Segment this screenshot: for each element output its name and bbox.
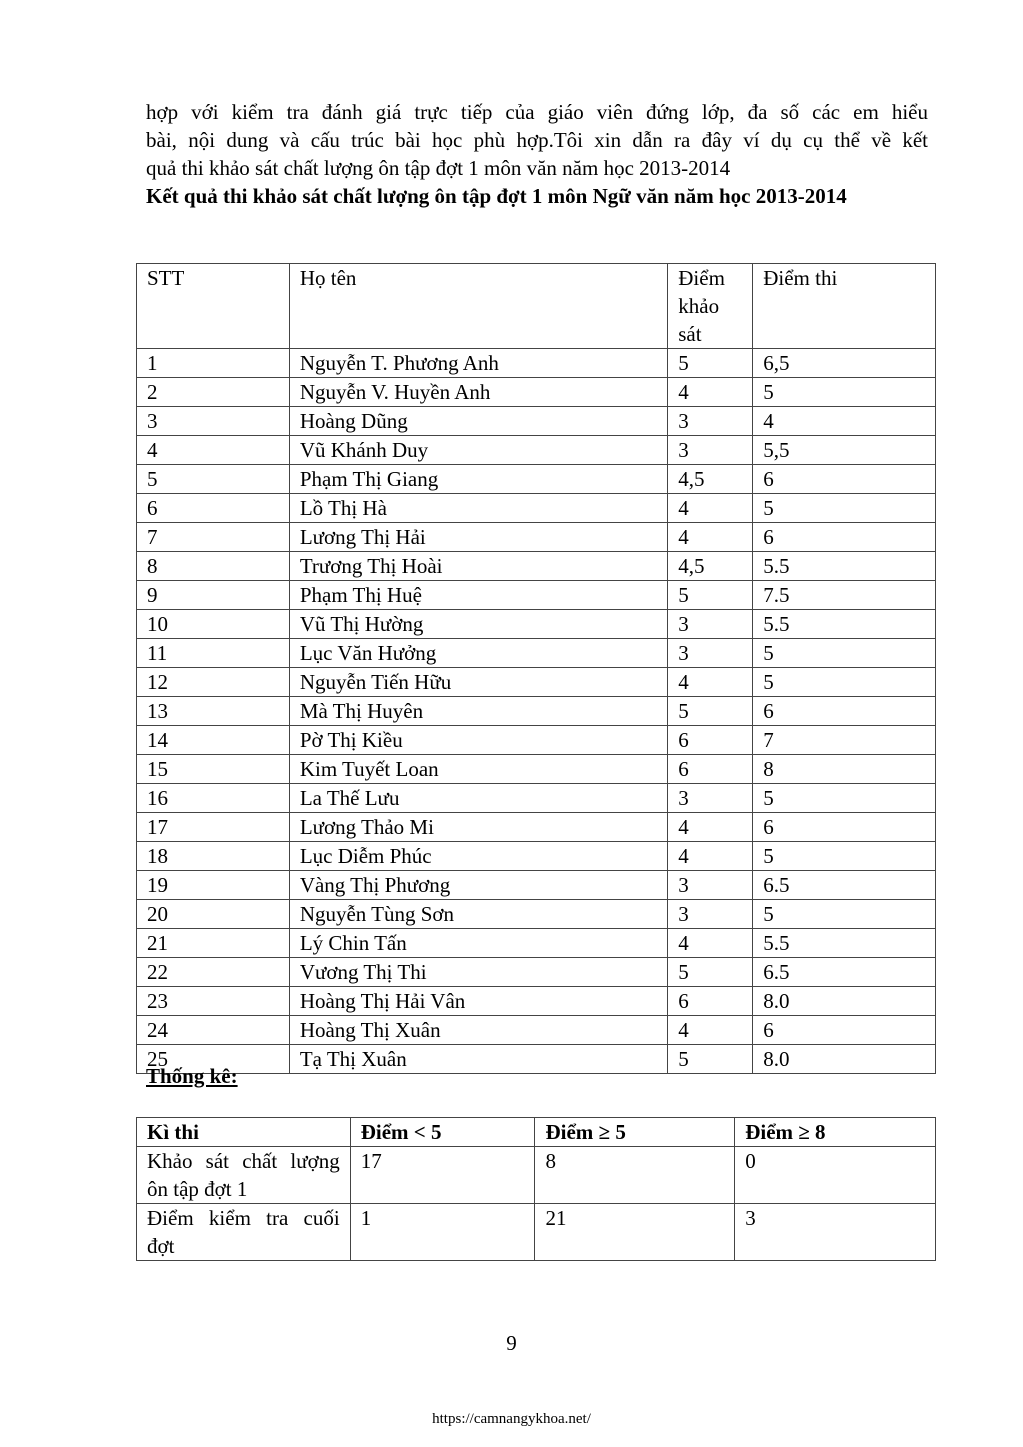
stats-row	[137, 1204, 936, 1261]
table-cell: 4	[668, 523, 753, 552]
table-cell: 6	[753, 523, 936, 552]
table-cell: Pờ Thị Kiều	[289, 726, 667, 755]
table-cell: 5	[668, 581, 753, 610]
table-cell: 15	[137, 755, 290, 784]
table-cell: 4	[668, 668, 753, 697]
page-number: 9	[506, 1331, 517, 1355]
table-cell: 8.0	[753, 987, 936, 1016]
table-cell: 3	[668, 871, 753, 900]
table-cell: 7	[753, 726, 936, 755]
stats-header-cell: Điểm < 5	[350, 1118, 535, 1147]
stats-header-cell: Kì thi	[137, 1118, 351, 1147]
table-row	[137, 726, 936, 755]
table-row	[137, 871, 936, 900]
table-cell: 4	[668, 842, 753, 871]
table-cell: 5	[753, 378, 936, 407]
scores-header-cell: Điểm khảo sát	[668, 264, 753, 349]
table-cell: 5	[753, 639, 936, 668]
table-cell: Trương Thị Hoài	[289, 552, 667, 581]
table-cell: Lương Thị Hải	[289, 523, 667, 552]
table-cell: 18	[137, 842, 290, 871]
table-row	[137, 378, 936, 407]
stats-label-line: Điểm kiểm tra cuối	[147, 1206, 340, 1230]
table-cell: 11	[137, 639, 290, 668]
table-row	[137, 349, 936, 378]
table-cell: Kim Tuyết Loan	[289, 755, 667, 784]
table-row	[137, 958, 936, 987]
stats-label-line: đợt	[147, 1234, 175, 1258]
intro-paragraph	[146, 98, 928, 182]
table-cell: 3	[668, 900, 753, 929]
table-cell: 6	[668, 755, 753, 784]
scores-header-cell: Họ tên	[289, 264, 667, 349]
table-row	[137, 900, 936, 929]
table-cell: 4	[668, 494, 753, 523]
table-cell: 6	[753, 465, 936, 494]
table-cell: 22	[137, 958, 290, 987]
table-cell: Nguyễn Tiến Hữu	[289, 668, 667, 697]
table-cell: Vũ Khánh Duy	[289, 436, 667, 465]
table-cell: 4,5	[668, 552, 753, 581]
table-cell: 23	[137, 987, 290, 1016]
table-cell: 4	[668, 813, 753, 842]
stats-label-cell	[137, 1204, 351, 1261]
table-cell: 5	[753, 494, 936, 523]
table-cell: Nguyễn V. Huyền Anh	[289, 378, 667, 407]
table-row	[137, 842, 936, 871]
table-cell: Nguyễn T. Phương Anh	[289, 349, 667, 378]
stats-value-cell: 1	[350, 1204, 535, 1261]
table-cell: 4,5	[668, 465, 753, 494]
intro-line-2: bài, nội dung và cấu trúc bài học phù hợp.Tôi xin dẫn ra đây ví dụ cụ thể về kết	[146, 128, 928, 152]
table-cell: 5	[137, 465, 290, 494]
table-cell: 1	[137, 349, 290, 378]
table-cell: 3	[668, 436, 753, 465]
table-cell: La Thế Lưu	[289, 784, 667, 813]
table-cell: 4	[668, 378, 753, 407]
table-row	[137, 784, 936, 813]
table-cell: 4	[668, 1016, 753, 1045]
table-row	[137, 523, 936, 552]
table-row	[137, 407, 936, 436]
stats-title: Thống kê:	[146, 1064, 238, 1088]
stats-header-cell: Điểm ≥ 5	[535, 1118, 735, 1147]
stats-header-cell: Điểm ≥ 8	[735, 1118, 936, 1147]
intro-line-1: hợp với kiểm tra đánh giá trực tiếp của giáo viên đứng lớp, đa số các em hiểu	[146, 100, 928, 124]
table-cell: 6	[668, 726, 753, 755]
table-cell: 5	[668, 1045, 753, 1074]
table-cell: 2	[137, 378, 290, 407]
intro-line-3: quả thi khảo sát chất lượng ôn tập đợt 1 môn văn năm học 2013-2014	[146, 156, 731, 180]
table-cell: 5	[668, 697, 753, 726]
stats-value-cell: 3	[735, 1204, 936, 1261]
table-cell: 9	[137, 581, 290, 610]
stats-value-cell: 21	[535, 1204, 735, 1261]
table-row	[137, 1016, 936, 1045]
table-cell: 8	[753, 755, 936, 784]
table-cell: 4	[668, 929, 753, 958]
stats-value-cell: 17	[350, 1147, 535, 1204]
table-row	[137, 987, 936, 1016]
table-cell: Vương Thị Thi	[289, 958, 667, 987]
table-cell: Lồ Thị Hà	[289, 494, 667, 523]
table-row	[137, 755, 936, 784]
table-cell: Phạm Thị Giang	[289, 465, 667, 494]
footer-url[interactable]: https://camnangykhoa.net/	[432, 1411, 591, 1427]
table-cell: 6.5	[753, 871, 936, 900]
table-cell: 20	[137, 900, 290, 929]
table-cell: 21	[137, 929, 290, 958]
table-cell: 8	[137, 552, 290, 581]
table-cell: Mà Thị Huyên	[289, 697, 667, 726]
table-row	[137, 668, 936, 697]
scores-table	[136, 263, 936, 1074]
table-cell: 3	[668, 639, 753, 668]
table-cell: 5	[668, 958, 753, 987]
table-cell: Tạ Thị Xuân	[289, 1045, 667, 1074]
table-row	[137, 813, 936, 842]
table-cell: 6,5	[753, 349, 936, 378]
table-cell: 25	[137, 1045, 290, 1074]
table-row	[137, 436, 936, 465]
table-cell: 5	[668, 349, 753, 378]
table-cell: Phạm Thị Huệ	[289, 581, 667, 610]
table-cell: 6	[753, 813, 936, 842]
table-cell: 14	[137, 726, 290, 755]
table-row	[137, 929, 936, 958]
table-row	[137, 581, 936, 610]
stats-value-cell: 0	[735, 1147, 936, 1204]
table-cell: 13	[137, 697, 290, 726]
table-row	[137, 465, 936, 494]
table-cell: 5.5	[753, 552, 936, 581]
table-row	[137, 639, 936, 668]
table-cell: Lương Thảo Mi	[289, 813, 667, 842]
table-cell: 10	[137, 610, 290, 639]
table-cell: 6	[753, 697, 936, 726]
table-cell: 3	[137, 407, 290, 436]
table-cell: 5	[753, 900, 936, 929]
table-cell: 12	[137, 668, 290, 697]
table-cell: 17	[137, 813, 290, 842]
table-cell: Lý Chin Tấn	[289, 929, 667, 958]
table-cell: 5	[753, 784, 936, 813]
table-cell: 3	[668, 784, 753, 813]
table-cell: 5,5	[753, 436, 936, 465]
table-row	[137, 610, 936, 639]
table-row	[137, 494, 936, 523]
table-cell: 5.5	[753, 610, 936, 639]
table-cell: 7	[137, 523, 290, 552]
table-cell: Hoàng Dũng	[289, 407, 667, 436]
table-cell: 8.0	[753, 1045, 936, 1074]
table-row	[137, 697, 936, 726]
stats-value-cell: 8	[535, 1147, 735, 1204]
table-cell: 3	[668, 610, 753, 639]
table-cell: 5	[753, 842, 936, 871]
stats-table	[136, 1117, 936, 1261]
table-row	[137, 552, 936, 581]
table-heading: Kết quả thi khảo sát chất lượng ôn tập đợt 1 môn Ngữ văn năm học 2013-2014	[146, 184, 847, 208]
table-cell: Vàng Thị Phương	[289, 871, 667, 900]
stats-label-line: Khảo sát chất lượng	[147, 1149, 340, 1173]
table-cell: 16	[137, 784, 290, 813]
table-cell: 6	[668, 987, 753, 1016]
table-cell: Hoàng Thị Xuân	[289, 1016, 667, 1045]
table-cell: Lục Văn Hưởng	[289, 639, 667, 668]
scores-header-cell: STT	[137, 264, 290, 349]
table-cell: Hoàng Thị Hải Vân	[289, 987, 667, 1016]
stats-header-row	[137, 1118, 936, 1147]
table-row	[137, 1045, 936, 1074]
table-cell: 5	[753, 668, 936, 697]
table-cell: 19	[137, 871, 290, 900]
table-cell: 5.5	[753, 929, 936, 958]
table-cell: 7.5	[753, 581, 936, 610]
table-cell: 24	[137, 1016, 290, 1045]
stats-row	[137, 1147, 936, 1204]
table-cell: Nguyễn Tùng Sơn	[289, 900, 667, 929]
stats-label-line: ôn tập đợt 1	[147, 1177, 248, 1201]
table-cell: Lục Diễm Phúc	[289, 842, 667, 871]
stats-label-cell	[137, 1147, 351, 1204]
table-cell: 6.5	[753, 958, 936, 987]
scores-header-cell: Điểm thi	[753, 264, 936, 349]
table-cell: 4	[753, 407, 936, 436]
table-cell: 3	[668, 407, 753, 436]
table-cell: Vũ Thị Hường	[289, 610, 667, 639]
scores-header-row	[137, 264, 936, 349]
table-cell: 4	[137, 436, 290, 465]
table-cell: 6	[137, 494, 290, 523]
table-cell: 6	[753, 1016, 936, 1045]
